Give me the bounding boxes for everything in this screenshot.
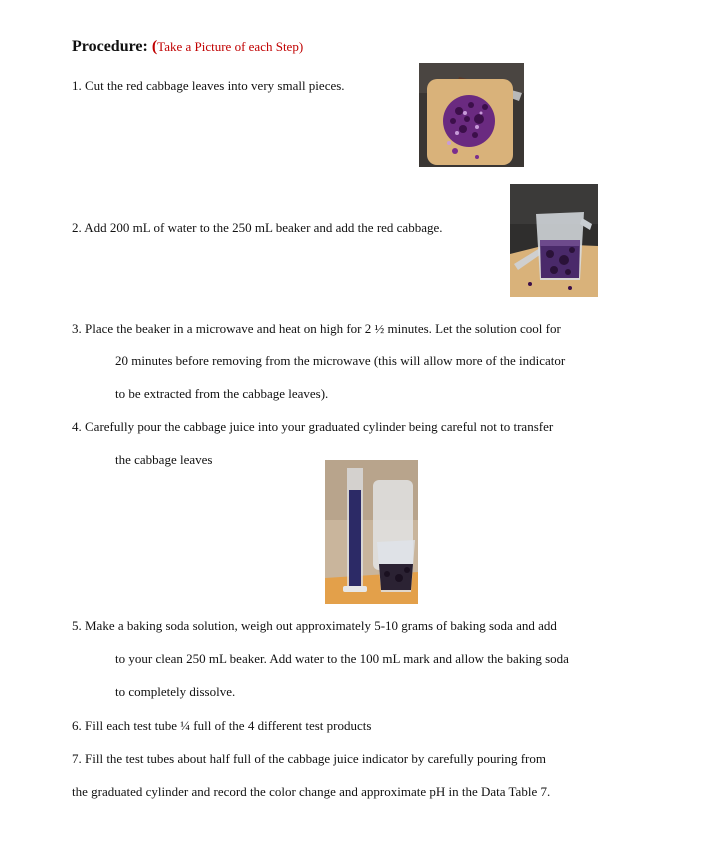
step-5-line-1: 5. Make a baking soda solution, weigh out approximately 5-10 grams of baking soda and add bbox=[72, 618, 557, 633]
step-5-line-3: to completely dissolve. bbox=[115, 684, 236, 699]
step-5-line-2: to your clean 250 mL beaker. Add water to the 100 mL mark and allow the baking soda bbox=[115, 651, 569, 666]
step-4-line-1: 4. Carefully pour the cabbage juice into your graduated cylinder being careful not to transfer bbox=[72, 419, 554, 434]
step-7-line-2: the graduated cylinder and record the color change and approximate pH in the Data Table 7. bbox=[72, 784, 551, 799]
note-open-paren: ( bbox=[151, 38, 158, 55]
procedure-label: Procedure: bbox=[72, 38, 148, 55]
step-1-photo bbox=[419, 63, 524, 167]
step-4-photo bbox=[325, 460, 418, 604]
step-7-line-1: 7. Fill the test tubes about half full of the cabbage juice indicator by carefully pouring from bbox=[72, 751, 546, 766]
step-4-line-2: the cabbage leaves bbox=[115, 452, 213, 467]
step-2-photo bbox=[510, 184, 598, 297]
step-3-line-3: to be extracted from the cabbage leaves). bbox=[115, 386, 329, 401]
procedure-heading bbox=[72, 38, 303, 56]
step-2-line-1: 2. Add 200 mL of water to the 250 mL beaker and add the red cabbage. bbox=[72, 220, 443, 235]
step-3-line-2: 20 minutes before removing from the microwave (this will allow more of the indicator bbox=[115, 353, 566, 368]
step-6-line-1: 6. Fill each test tube ¼ full of the 4 different test products bbox=[72, 718, 372, 733]
step-1-line-1: 1. Cut the red cabbage leaves into very small pieces. bbox=[72, 78, 345, 93]
step-3-line-1: 3. Place the beaker in a microwave and heat on high for 2 ½ minutes. Let the solution cool for bbox=[72, 321, 561, 336]
procedure-note: Take a Picture of each Step) bbox=[157, 39, 304, 54]
